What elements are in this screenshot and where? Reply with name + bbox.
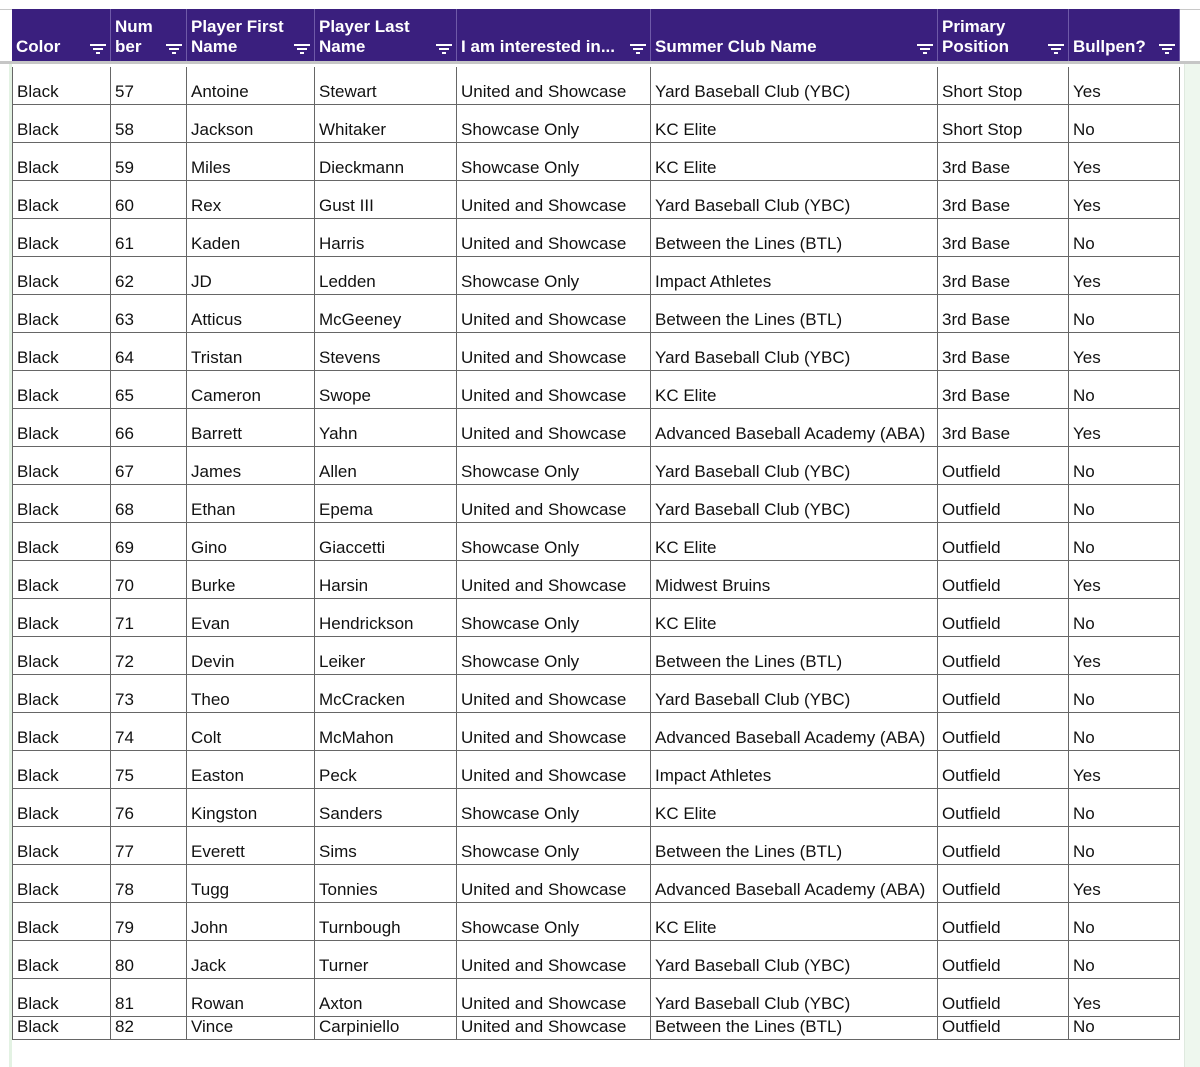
cell-position[interactable]: Outfield — [938, 675, 1069, 713]
cell-number[interactable]: 74 — [111, 713, 187, 751]
cell-color[interactable]: Black — [12, 523, 111, 561]
cell-number[interactable]: 79 — [111, 903, 187, 941]
cell-number[interactable]: 64 — [111, 333, 187, 371]
cell-last_name[interactable]: Allen — [315, 447, 457, 485]
header-club[interactable] — [651, 9, 938, 61]
cell-color[interactable]: Black — [12, 143, 111, 181]
cell-first_name[interactable]: Ethan — [187, 485, 315, 523]
cell-first_name[interactable]: Rex — [187, 181, 315, 219]
cell-color[interactable]: Black — [12, 219, 111, 257]
cell-last_name[interactable]: McCracken — [315, 675, 457, 713]
cell-color[interactable]: Black — [12, 637, 111, 675]
cell-first_name[interactable]: JD — [187, 257, 315, 295]
cell-bullpen[interactable]: No — [1069, 713, 1180, 751]
cell-club[interactable]: Impact Athletes — [651, 257, 938, 295]
cell-position[interactable]: Short Stop — [938, 67, 1069, 105]
cell-position[interactable]: 3rd Base — [938, 295, 1069, 333]
cell-bullpen[interactable]: Yes — [1069, 143, 1180, 181]
cell-number[interactable]: 77 — [111, 827, 187, 865]
cell-first_name[interactable]: James — [187, 447, 315, 485]
cell-interest[interactable]: United and Showcase — [457, 865, 651, 903]
cell-club[interactable]: Between the Lines (BTL) — [651, 827, 938, 865]
filter-icon[interactable] — [90, 43, 106, 55]
cell-position[interactable]: Outfield — [938, 713, 1069, 751]
cell-bullpen[interactable]: Yes — [1069, 637, 1180, 675]
cell-interest[interactable]: Showcase Only — [457, 599, 651, 637]
filter-icon[interactable] — [1159, 43, 1175, 55]
cell-interest[interactable]: Showcase Only — [457, 637, 651, 675]
cell-position[interactable]: 3rd Base — [938, 371, 1069, 409]
cell-first_name[interactable]: Antoine — [187, 67, 315, 105]
cell-first_name[interactable]: Jack — [187, 941, 315, 979]
cell-club[interactable]: Advanced Baseball Academy (ABA) — [651, 865, 938, 903]
cell-bullpen[interactable]: No — [1069, 295, 1180, 333]
cell-club[interactable]: KC Elite — [651, 523, 938, 561]
cell-first_name[interactable]: Kingston — [187, 789, 315, 827]
cell-color[interactable]: Black — [12, 1017, 111, 1040]
cell-number[interactable]: 70 — [111, 561, 187, 599]
cell-color[interactable]: Black — [12, 827, 111, 865]
cell-last_name[interactable]: McMahon — [315, 713, 457, 751]
cell-bullpen[interactable]: Yes — [1069, 409, 1180, 447]
cell-last_name[interactable]: Dieckmann — [315, 143, 457, 181]
cell-number[interactable]: 66 — [111, 409, 187, 447]
cell-interest[interactable]: United and Showcase — [457, 713, 651, 751]
cell-last_name[interactable]: Ledden — [315, 257, 457, 295]
cell-bullpen[interactable]: Yes — [1069, 979, 1180, 1017]
filter-icon[interactable] — [630, 43, 646, 55]
cell-position[interactable]: Outfield — [938, 751, 1069, 789]
header-number[interactable] — [111, 9, 187, 61]
cell-last_name[interactable]: Stevens — [315, 333, 457, 371]
cell-bullpen[interactable]: No — [1069, 903, 1180, 941]
cell-color[interactable]: Black — [12, 295, 111, 333]
cell-interest[interactable]: United and Showcase — [457, 219, 651, 257]
cell-number[interactable]: 62 — [111, 257, 187, 295]
cell-color[interactable]: Black — [12, 333, 111, 371]
cell-interest[interactable]: Showcase Only — [457, 827, 651, 865]
cell-club[interactable]: Yard Baseball Club (YBC) — [651, 181, 938, 219]
cell-interest[interactable]: United and Showcase — [457, 67, 651, 105]
cell-first_name[interactable]: Burke — [187, 561, 315, 599]
cell-number[interactable]: 78 — [111, 865, 187, 903]
cell-bullpen[interactable]: Yes — [1069, 561, 1180, 599]
cell-position[interactable]: Outfield — [938, 789, 1069, 827]
cell-position[interactable]: 3rd Base — [938, 143, 1069, 181]
cell-first_name[interactable]: Evan — [187, 599, 315, 637]
cell-number[interactable]: 73 — [111, 675, 187, 713]
cell-color[interactable]: Black — [12, 181, 111, 219]
cell-last_name[interactable]: Sanders — [315, 789, 457, 827]
cell-bullpen[interactable]: No — [1069, 827, 1180, 865]
filter-icon[interactable] — [917, 43, 933, 55]
cell-color[interactable]: Black — [12, 865, 111, 903]
cell-first_name[interactable]: Gino — [187, 523, 315, 561]
cell-first_name[interactable]: Tugg — [187, 865, 315, 903]
cell-last_name[interactable]: Whitaker — [315, 105, 457, 143]
cell-last_name[interactable]: Sims — [315, 827, 457, 865]
cell-last_name[interactable]: Carpiniello — [315, 1017, 457, 1040]
cell-first_name[interactable]: Barrett — [187, 409, 315, 447]
cell-color[interactable]: Black — [12, 979, 111, 1017]
cell-position[interactable]: Outfield — [938, 1017, 1069, 1040]
cell-last_name[interactable]: Tonnies — [315, 865, 457, 903]
cell-first_name[interactable]: Miles — [187, 143, 315, 181]
cell-number[interactable]: 82 — [111, 1017, 187, 1040]
header-bullpen[interactable] — [1069, 9, 1180, 61]
cell-color[interactable]: Black — [12, 751, 111, 789]
cell-last_name[interactable]: Gust III — [315, 181, 457, 219]
cell-club[interactable]: Between the Lines (BTL) — [651, 295, 938, 333]
cell-interest[interactable]: United and Showcase — [457, 181, 651, 219]
frozen-row-divider[interactable] — [0, 61, 1200, 64]
header-first_name[interactable] — [187, 9, 315, 61]
header-label: Player Last Name — [319, 17, 410, 56]
cell-last_name[interactable]: Swope — [315, 371, 457, 409]
cell-club[interactable]: Yard Baseball Club (YBC) — [651, 979, 938, 1017]
cell-interest[interactable]: United and Showcase — [457, 295, 651, 333]
header-position[interactable] — [938, 9, 1069, 61]
cell-first_name[interactable]: Cameron — [187, 371, 315, 409]
cell-interest[interactable]: Showcase Only — [457, 105, 651, 143]
filter-icon[interactable] — [1048, 43, 1064, 55]
cell-first_name[interactable]: Easton — [187, 751, 315, 789]
cell-position[interactable]: 3rd Base — [938, 257, 1069, 295]
cell-club[interactable]: Advanced Baseball Academy (ABA) — [651, 409, 938, 447]
cell-first_name[interactable]: Tristan — [187, 333, 315, 371]
header-label: Primary Position — [942, 17, 1010, 56]
cell-color[interactable]: Black — [12, 561, 111, 599]
cell-bullpen[interactable]: Yes — [1069, 257, 1180, 295]
header-label: Bullpen? — [1073, 37, 1146, 56]
cell-interest[interactable]: United and Showcase — [457, 333, 651, 371]
cell-position[interactable]: Outfield — [938, 979, 1069, 1017]
cell-position[interactable]: Outfield — [938, 903, 1069, 941]
cell-last_name[interactable]: Turnbough — [315, 903, 457, 941]
cell-bullpen[interactable]: No — [1069, 371, 1180, 409]
cell-last_name[interactable]: McGeeney — [315, 295, 457, 333]
cell-position[interactable]: Short Stop — [938, 105, 1069, 143]
cell-position[interactable]: 3rd Base — [938, 219, 1069, 257]
cell-number[interactable]: 80 — [111, 941, 187, 979]
cell-position[interactable]: Outfield — [938, 561, 1069, 599]
cell-number[interactable]: 58 — [111, 105, 187, 143]
cell-number[interactable]: 69 — [111, 523, 187, 561]
cell-color[interactable]: Black — [12, 105, 111, 143]
cell-bullpen[interactable]: No — [1069, 941, 1180, 979]
cell-number[interactable]: 75 — [111, 751, 187, 789]
cell-first_name[interactable]: Theo — [187, 675, 315, 713]
cell-last_name[interactable]: Epema — [315, 485, 457, 523]
cell-number[interactable]: 59 — [111, 143, 187, 181]
cell-interest[interactable]: United and Showcase — [457, 751, 651, 789]
cell-number[interactable]: 68 — [111, 485, 187, 523]
filter-icon[interactable] — [294, 43, 310, 55]
cell-color[interactable]: Black — [12, 485, 111, 523]
header-label: Summer Club Name — [655, 37, 817, 56]
cell-first_name[interactable]: Kaden — [187, 219, 315, 257]
cell-club[interactable]: Yard Baseball Club (YBC) — [651, 675, 938, 713]
cell-interest[interactable]: Showcase Only — [457, 789, 651, 827]
cell-interest[interactable]: United and Showcase — [457, 409, 651, 447]
cell-first_name[interactable]: Colt — [187, 713, 315, 751]
cell-bullpen[interactable]: Yes — [1069, 67, 1180, 105]
cell-first_name[interactable]: Vince — [187, 1017, 315, 1040]
cell-position[interactable]: Outfield — [938, 485, 1069, 523]
cell-position[interactable]: Outfield — [938, 827, 1069, 865]
cell-interest[interactable]: Showcase Only — [457, 447, 651, 485]
cell-bullpen[interactable]: No — [1069, 789, 1180, 827]
cell-first_name[interactable]: Devin — [187, 637, 315, 675]
cell-bullpen[interactable]: Yes — [1069, 181, 1180, 219]
cell-interest[interactable]: United and Showcase — [457, 371, 651, 409]
cell-color[interactable]: Black — [12, 903, 111, 941]
cell-club[interactable]: Between the Lines (BTL) — [651, 637, 938, 675]
cell-bullpen[interactable]: Yes — [1069, 333, 1180, 371]
cell-club[interactable]: Yard Baseball Club (YBC) — [651, 67, 938, 105]
filter-icon[interactable] — [436, 43, 452, 55]
cell-club[interactable]: KC Elite — [651, 599, 938, 637]
cell-number[interactable]: 65 — [111, 371, 187, 409]
cell-interest[interactable]: United and Showcase — [457, 485, 651, 523]
cell-club[interactable]: KC Elite — [651, 143, 938, 181]
cell-interest[interactable]: Showcase Only — [457, 143, 651, 181]
cell-color[interactable]: Black — [12, 713, 111, 751]
cell-position[interactable]: 3rd Base — [938, 409, 1069, 447]
cell-last_name[interactable]: Harsin — [315, 561, 457, 599]
cell-interest[interactable]: United and Showcase — [457, 561, 651, 599]
cell-bullpen[interactable]: No — [1069, 599, 1180, 637]
cell-position[interactable]: Outfield — [938, 637, 1069, 675]
cell-first_name[interactable]: Rowan — [187, 979, 315, 1017]
cell-bullpen[interactable]: No — [1069, 447, 1180, 485]
cell-bullpen[interactable]: No — [1069, 1017, 1180, 1040]
cell-club[interactable]: Between the Lines (BTL) — [651, 219, 938, 257]
cell-color[interactable]: Black — [12, 409, 111, 447]
cell-number[interactable]: 63 — [111, 295, 187, 333]
cell-bullpen[interactable]: No — [1069, 675, 1180, 713]
cell-color[interactable]: Black — [12, 447, 111, 485]
header-label: Color — [16, 37, 61, 56]
cell-club[interactable]: Advanced Baseball Academy (ABA) — [651, 713, 938, 751]
cell-interest[interactable]: United and Showcase — [457, 675, 651, 713]
header-label: Num ber — [115, 17, 153, 56]
cell-number[interactable]: 71 — [111, 599, 187, 637]
cell-color[interactable]: Black — [12, 941, 111, 979]
cell-club[interactable]: KC Elite — [651, 903, 938, 941]
cell-last_name[interactable]: Peck — [315, 751, 457, 789]
cell-club[interactable]: KC Elite — [651, 371, 938, 409]
cell-last_name[interactable]: Giaccetti — [315, 523, 457, 561]
cell-color[interactable]: Black — [12, 789, 111, 827]
cell-interest[interactable]: United and Showcase — [457, 1017, 651, 1040]
cell-bullpen[interactable]: No — [1069, 485, 1180, 523]
cell-interest[interactable]: Showcase Only — [457, 903, 651, 941]
filter-icon[interactable] — [166, 43, 182, 55]
cell-color[interactable]: Black — [12, 67, 111, 105]
cell-bullpen[interactable]: No — [1069, 523, 1180, 561]
cell-club[interactable]: Between the Lines (BTL) — [651, 1017, 938, 1040]
cell-club[interactable]: KC Elite — [651, 105, 938, 143]
cell-interest[interactable]: Showcase Only — [457, 523, 651, 561]
cell-last_name[interactable]: Stewart — [315, 67, 457, 105]
cell-club[interactable]: Yard Baseball Club (YBC) — [651, 333, 938, 371]
header-label: I am interested in... — [461, 37, 615, 56]
cell-position[interactable]: 3rd Base — [938, 181, 1069, 219]
cell-interest[interactable]: United and Showcase — [457, 979, 651, 1017]
cell-club[interactable]: Yard Baseball Club (YBC) — [651, 941, 938, 979]
cell-position[interactable]: Outfield — [938, 865, 1069, 903]
cell-last_name[interactable]: Axton — [315, 979, 457, 1017]
cell-last_name[interactable]: Turner — [315, 941, 457, 979]
cell-bullpen[interactable]: No — [1069, 219, 1180, 257]
cell-club[interactable]: Yard Baseball Club (YBC) — [651, 485, 938, 523]
cell-number[interactable]: 67 — [111, 447, 187, 485]
cell-position[interactable]: Outfield — [938, 941, 1069, 979]
cell-position[interactable]: Outfield — [938, 599, 1069, 637]
cell-club[interactable]: Midwest Bruins — [651, 561, 938, 599]
cell-bullpen[interactable]: No — [1069, 105, 1180, 143]
header-color[interactable] — [12, 9, 111, 61]
cell-last_name[interactable]: Yahn — [315, 409, 457, 447]
cell-club[interactable]: Yard Baseball Club (YBC) — [651, 447, 938, 485]
cell-color[interactable]: Black — [12, 675, 111, 713]
cell-first_name[interactable]: Everett — [187, 827, 315, 865]
cell-number[interactable]: 57 — [111, 67, 187, 105]
cell-first_name[interactable]: John — [187, 903, 315, 941]
cell-last_name[interactable]: Hendrickson — [315, 599, 457, 637]
cell-bullpen[interactable]: Yes — [1069, 751, 1180, 789]
header-last_name[interactable] — [315, 9, 457, 61]
cell-position[interactable]: Outfield — [938, 447, 1069, 485]
cell-club[interactable]: Impact Athletes — [651, 751, 938, 789]
header-label: Player First Name — [191, 17, 284, 56]
cell-position[interactable]: Outfield — [938, 523, 1069, 561]
cell-last_name[interactable]: Leiker — [315, 637, 457, 675]
cell-number[interactable]: 81 — [111, 979, 187, 1017]
cell-color[interactable]: Black — [12, 599, 111, 637]
header-interest[interactable] — [457, 9, 651, 61]
vertical-scrollbar[interactable] — [1184, 64, 1200, 1067]
cell-number[interactable]: 76 — [111, 789, 187, 827]
cell-club[interactable]: KC Elite — [651, 789, 938, 827]
cell-color[interactable]: Black — [12, 371, 111, 409]
cell-number[interactable]: 60 — [111, 181, 187, 219]
cell-first_name[interactable]: Jackson — [187, 105, 315, 143]
cell-last_name[interactable]: Harris — [315, 219, 457, 257]
cell-number[interactable]: 72 — [111, 637, 187, 675]
cell-first_name[interactable]: Atticus — [187, 295, 315, 333]
cell-interest[interactable]: Showcase Only — [457, 257, 651, 295]
cell-interest[interactable]: United and Showcase — [457, 941, 651, 979]
cell-number[interactable]: 61 — [111, 219, 187, 257]
cell-bullpen[interactable]: Yes — [1069, 865, 1180, 903]
cell-color[interactable]: Black — [12, 257, 111, 295]
cell-position[interactable]: 3rd Base — [938, 333, 1069, 371]
